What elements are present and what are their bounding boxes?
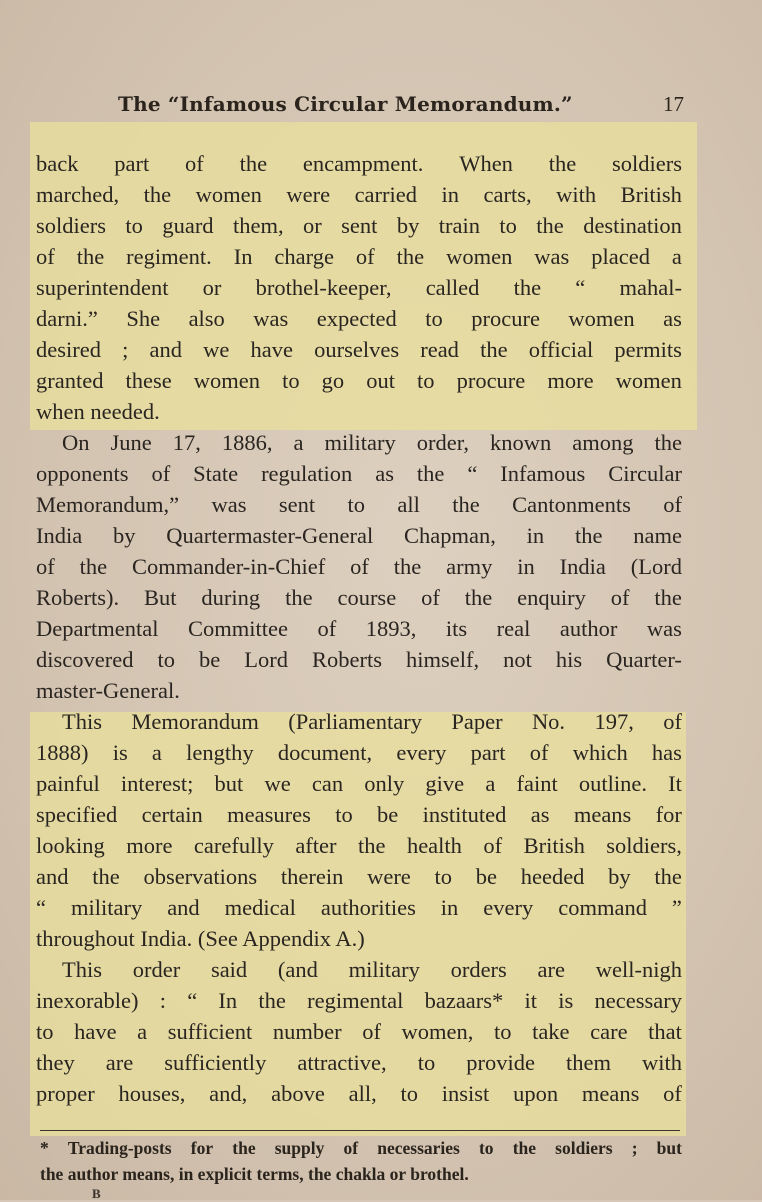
text-line: India by Quartermaster-General Chapman, in the name xyxy=(36,523,682,548)
text-line: Roberts). But during the course of the enquiry of the xyxy=(36,585,682,610)
text-line: discovered to be Lord Roberts himself, not his Quarter- xyxy=(36,647,682,672)
text-line: inexorable) : “ In the regimental bazaars* it is necessary xyxy=(36,988,682,1013)
text-line: On June 17, 1886, a military order, known among the xyxy=(62,430,682,455)
text-line: proper houses, and, above all, to insist upon means of xyxy=(36,1081,682,1106)
text-line: opponents of State regulation as the “ Infamous Circular xyxy=(36,461,682,486)
text-line: painful interest; but we can only give a faint outline. It xyxy=(36,771,682,796)
text-line: specified certain measures to be instituted as means for xyxy=(36,802,682,827)
text-line: superintendent or brothel-keeper, called the “ mahal- xyxy=(36,275,682,300)
text-line: marched, the women were carried in carts, with British xyxy=(36,182,682,207)
page-number: 17 xyxy=(663,92,684,116)
running-header xyxy=(118,92,684,122)
running-title: The “Infamous Circular Memorandum.” xyxy=(118,92,573,116)
text-line: 1888) is a lengthy document, every part of which has xyxy=(36,740,682,765)
text-line: master-General. xyxy=(36,678,180,703)
text-line: Departmental Committee of 1893, its real author was xyxy=(36,616,682,641)
text-line: This Memorandum (Parliamentary Paper No. 197, of xyxy=(62,709,682,734)
footnote-rule xyxy=(40,1130,680,1131)
text-line: of the Commander-in-Chief of the army in India (Lord xyxy=(36,554,682,579)
signature-mark: B xyxy=(92,1186,101,1201)
footnote-line: * Trading-posts for the supply of necessaries to the soldiers ; but xyxy=(40,1138,682,1158)
text-line: “ military and medical authorities in every command ” xyxy=(36,895,682,920)
text-line: looking more carefully after the health of British soldiers, xyxy=(36,833,682,858)
text-line: soldiers to guard them, or sent by train to the destination xyxy=(36,213,682,238)
text-line: Memorandum,” was sent to all the Cantonments of xyxy=(36,492,682,517)
text-line: they are sufficiently attractive, to provide them with xyxy=(36,1050,682,1075)
text-line: when needed. xyxy=(36,399,160,424)
text-line: and the observations therein were to be heeded by the xyxy=(36,864,682,889)
text-line: desired ; and we have ourselves read the official permits xyxy=(36,337,682,362)
text-line: This order said (and military orders are well-nigh xyxy=(62,957,682,982)
text-line: darni.” She also was expected to procure women as xyxy=(36,306,682,331)
text-line: throughout India. (See Appendix A.) xyxy=(36,926,365,951)
text-line: back part of the encampment. When the soldiers xyxy=(36,151,682,176)
text-line: to have a sufficient number of women, to take care that xyxy=(36,1019,682,1044)
text-line: of the regiment. In charge of the women was placed a xyxy=(36,244,682,269)
footnote-line: the author means, in explicit terms, the chakla or brothel. xyxy=(40,1164,469,1184)
text-line: granted these women to go out to procure more women xyxy=(36,368,682,393)
